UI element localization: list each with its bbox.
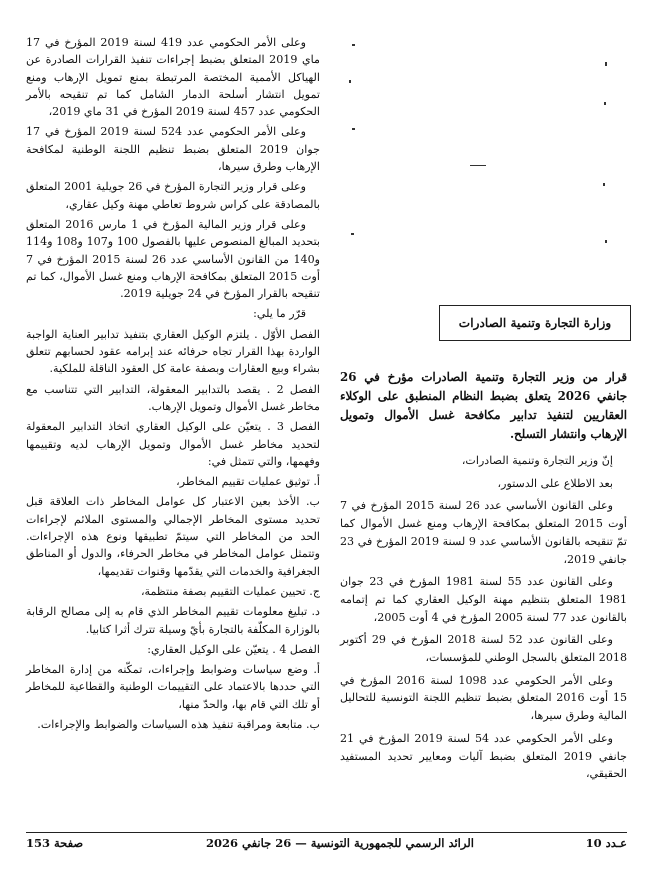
article-4-item-b: ب. متابعة ومراقبة تنفيذ هذه السياسات والضوابط والإجراءات. — [37, 717, 320, 731]
page-number: صفحة 153 — [26, 836, 84, 850]
paragraph: وعلى قرار وزير التجارة المؤرخ في 26 جويلية 2001 المتعلق بالمصادقة على كراس شروط تعاطي مهنة وكيل عقاري، — [26, 180, 320, 211]
decision-heading: قرّر ما يلي: — [253, 307, 306, 321]
article-3-item-a: أ. توثيق عمليات تقييم المخاطر، — [176, 475, 320, 489]
paragraph: وعلى الأمر الحكومي عدد 419 لسنة 2019 المؤرخ في 17 ماي 2019 المتعلق بضبط إجراءات تنفيذ القرارات الصادرة عن الهياكل الأممية المختصة المرتبطة بمنع تمويل الإرهاب ومنع تمويل انتشار أسلحة الدمار الشامل كما تم تنقيحه بالأمر الحكومي عدد 457 لسنة 2019 المؤرخ في 31 ماي 2019، — [26, 36, 320, 119]
paragraph: وعلى القانون الأساسي عدد 26 لسنة 2015 المؤرخ في 7 أوت 2015 المتعلق بمكافحة الإرهاب ومنع غسل الأموال كما تمّ تنقيحه بالقانون الأساسي عدد 9 لسنة 2019 المؤرخ في 23 جانفي 2019، — [340, 499, 628, 566]
scan-speck — [349, 80, 351, 83]
article-4-item-a: أ. وضع سياسات وضوابط وإجراءات، تمكّنه من إدارة المخاطر التي حددها بالاعتماد على التقييمات الوطنية والقطاعية للمخاطر أو تلك التي قام بها، والحدّ منها، — [26, 663, 320, 711]
scan-speck — [605, 62, 607, 66]
scan-speck — [351, 233, 354, 235]
journal-title: الرائد الرسمي للجمهورية التونسية — 26 جانفي 2026 — [206, 836, 474, 850]
paragraph: بعد الاطلاع على الدستور، — [497, 476, 613, 490]
scan-speck — [605, 240, 607, 243]
page-footer — [26, 832, 627, 855]
scan-speck — [604, 102, 606, 105]
issue-number: عـدد 10 — [585, 836, 627, 850]
right-column — [340, 368, 627, 788]
scan-speck — [470, 165, 486, 166]
scan-speck — [352, 44, 355, 46]
ministry-heading: وزارة التجارة وتنمية الصادرات — [458, 316, 612, 330]
scan-speck — [603, 183, 605, 186]
paragraph: وعلى القانون عدد 55 لسنة 1981 المؤرخ في 23 جوان 1981 المتعلق بتنظيم مهنة الوكيل العقاري كما تم إتمامه بالقانون عدد 77 لسنة 2005 المؤرخ في 4 أوت 2005، — [340, 575, 627, 624]
paragraph: وعلى قرار وزير المالية المؤرخ في 1 مارس 2016 المتعلق بتحديد المبالغ المنصوص عليها بالفصول 100 و107 و108 و114 و140 من القانون الأساسي عدد 26 لسنة 2015 المؤرخ في 7 أوت 2015 المتعلق بمكافحة الإرهاب ومنع غسل الأموال، كما تم تنقيحه بالقرار المؤرخ في 24 جويلية 2019. — [26, 217, 321, 301]
article-2: الفصل 2 . يقصد بالتدابير المعقولة، التدابير التي تتناسب مع مخاطر غسل الأموال وتمويل الإرهاب. — [26, 382, 320, 413]
ministry-heading-box — [439, 305, 631, 341]
paragraph: إنّ وزير التجارة وتنمية الصادرات، — [461, 454, 613, 467]
article-3-item-d: د. تبليغ معلومات تقييم المخاطر الذي قام به إلى مصالح الرقابة بالوزارة المكلّفة بالتجارة بأيّ وسيلة تترك أثرا كتابيا. — [26, 605, 320, 636]
paragraph: وعلى الأمر الحكومي عدد 1098 لسنة 2016 المؤرخ في 15 أوت 2016 المتعلق بضبط تنظيم اللجنة التونسية للتحاليل المالية وطرق سيرها، — [340, 673, 628, 723]
paragraph: وعلى القانون عدد 52 لسنة 2018 المؤرخ في 29 أكتوبر 2018 المتعلق بالسجل الوطني للمؤسسات، — [340, 633, 627, 665]
article-3-item-c: ج. تحيين عمليات التقييم بصفة منتظمة، — [140, 584, 320, 598]
paragraph: وعلى الأمر الحكومي عدد 524 لسنة 2019 المؤرخ في 17 جوان 2019 المتعلق بضبط تنظيم اللجنة الوطنية لمكافحة الإرهاب وطرق سيرها، — [26, 125, 320, 174]
paragraph: وعلى الأمر الحكومي عدد 54 لسنة 2019 المؤرخ في 21 جانفي 2019 المتعلق بضبط آليات ومعايير تحديد المستفيد الحقيقي، — [340, 731, 627, 781]
article-4: الفصل 4 . يتعيّن على الوكيل العقاري: — [147, 642, 320, 656]
decree-title: قرار من وزير التجارة وتنمية الصادرات مؤرخ في 26 جانفي 2026 يتعلق بضبط النظام المنطبق على الوكلاء العقاريين لتنفيذ تدابير مكافحة غسل الأموال وتمويل الإرهاب وانتشار التسلح. — [340, 370, 627, 441]
left-column — [26, 34, 320, 736]
scan-speck — [352, 128, 355, 130]
article-3: الفصل 3 . يتعيّن على الوكيل العقاري اتخاذ التدابير المعقولة لتحديد مخاطر غسل الأموال وتمويل الإرهاب لديه وتقييمها وفهمها، والتي تتمثل في: — [26, 420, 321, 468]
article-3-item-b: ب. الأخذ بعين الاعتبار كل عوامل المخاطر ذات العلاقة قبل تحديد مستوى المخاطر الإجمالي والمستوى الملائم لإجراءات الحد من المخاطر التي سيتمّ تطبيقها ونوع هذه الإجراءات. وتتمثل عوامل المخاطر في مخاطر الحرفاء، والدول أو المناطق الجغرافية والخدمات التي يقدّمها وقنوات تقديمها، — [26, 495, 320, 578]
article-1: الفصل الأوّل . يلتزم الوكيل العقاري بتنفيذ تدابير العناية الواجبة الواردة بهذا القرار تجاه حرفائه عند إبرامه عقود لحسابهم تتعلق بشراء وبيع العقارات وبصفة عامة كل العقود الناقلة للملكية. — [26, 327, 320, 376]
